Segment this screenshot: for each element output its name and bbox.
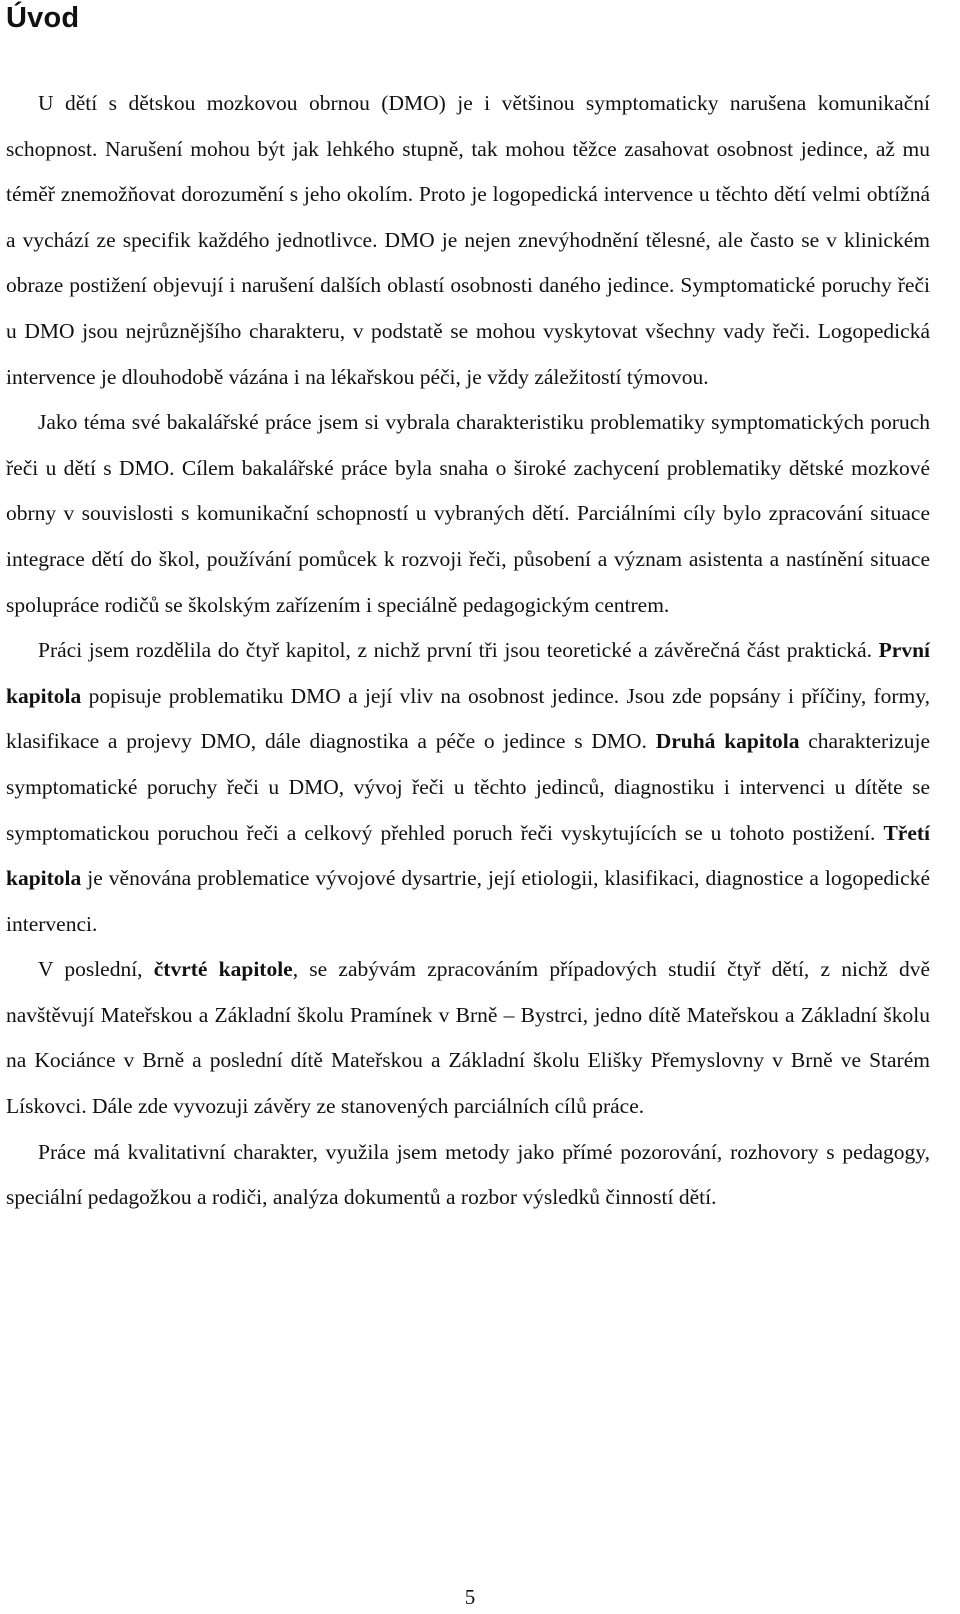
paragraph: [6, 628, 930, 947]
text-run: V poslední,: [38, 957, 154, 982]
text-run: charakterizuje symptomatické poruchy řeči u DMO, vývoj řeči u těchto jedinců, diagnostiku i intervenci u dítěte se symptomatickou poruchou řeči a celkový přehled poruch řeči vyskytujících se u tohoto postižení.: [6, 729, 930, 845]
paragraph: [6, 400, 930, 628]
paragraph: [6, 1130, 930, 1221]
text-run: , se zabývám zpracováním případových studií čtyř dětí, z nichž dvě navštěvují Mateřskou a Základní školu Pramínek v Brně – Bystrci, jedno dítě Mateřskou a Základní školu na Kociánce v Brně a poslední dítě Mateřskou a Základní školu Elišky Přemyslovny v Brně ve Starém Lískovci. Dále zde vyvozuji závěry ze stanovených parciálních cílů práce.: [6, 957, 931, 1119]
text-run: je věnována problematice vývojové dysartrie, její etiologii, klasifikaci, diagnostice a logopedické intervenci.: [6, 866, 930, 936]
text-run: U dětí s dětskou mozkovou obrnou (DMO) je i většinou symptomaticky narušena komunikační schopnost. Narušení mohou být jak lehkého stupně, tak mohou těžce zasahovat osobnost jedince, až mu téměř znemožňovat dorozumění s jeho okolím. Proto je logopedická intervence u těchto dětí velmi obtížná a vychází ze specifik každého jednotlivce. DMO je nejen znevýhodnění tělesné, ale často se v klinickém obraze postižení objevují i narušení dalších oblastí osobnosti daného jedince. Symptomatické poruchy řeči u DMO jsou nejrůznějšího charakteru, v podstatě se mohou vyskytovat všechny vady řeči. Logopedická intervence je dlouhodobě vázána i na lékařskou péči, je vždy záležitostí týmovou.: [6, 91, 930, 389]
body-text: [6, 81, 930, 1221]
text-run: Práce má kvalitativní charakter, využila jsem metody jako přímé pozorování, rozhovory s pedagogy, speciální pedagožkou a rodiči, analýza dokumentů a rozbor výsledků činností dětí.: [6, 1139, 930, 1210]
text-run: Práci jsem rozdělila do čtyř kapitol, z nichž první tři jsou teoretické a závěrečná část praktická.: [38, 638, 879, 663]
paragraph: [6, 947, 930, 1129]
bold-run: První kapitola: [6, 638, 930, 708]
text-run: Jako téma své bakalářské práce jsem si vybrala charakteristiku problematiky symptomatických poruch řeči u dětí s DMO. Cílem bakalářské práce byla snaha o široké zachycení problematiky dětské mozkové obrny v souvislosti s komunikační schopností u vybraných dětí. Parciálními cíly bylo zpracování situace integrace dětí do škol, používání pomůcek k rozvoji řeči, působení a význam asistenta a nastínění situace spolupráce rodičů se školským zařízením i speciálně pedagogickým centrem.: [6, 410, 930, 617]
bold-run: čtvrté kapitole: [153, 957, 293, 982]
section-heading: Úvod: [6, 2, 80, 34]
text-run: popisuje problematiku DMO a její vliv na osobnost jedince. Jsou zde popsány i příčiny, formy, klasifikace a projevy DMO, dále diagnostika a péče o jedince s DMO.: [6, 683, 930, 754]
paragraph: [6, 81, 930, 400]
bold-run: Druhá kapitola: [655, 729, 800, 754]
page-number: 5: [464, 1585, 476, 1609]
bold-run: Třetí kapitola: [6, 820, 930, 891]
